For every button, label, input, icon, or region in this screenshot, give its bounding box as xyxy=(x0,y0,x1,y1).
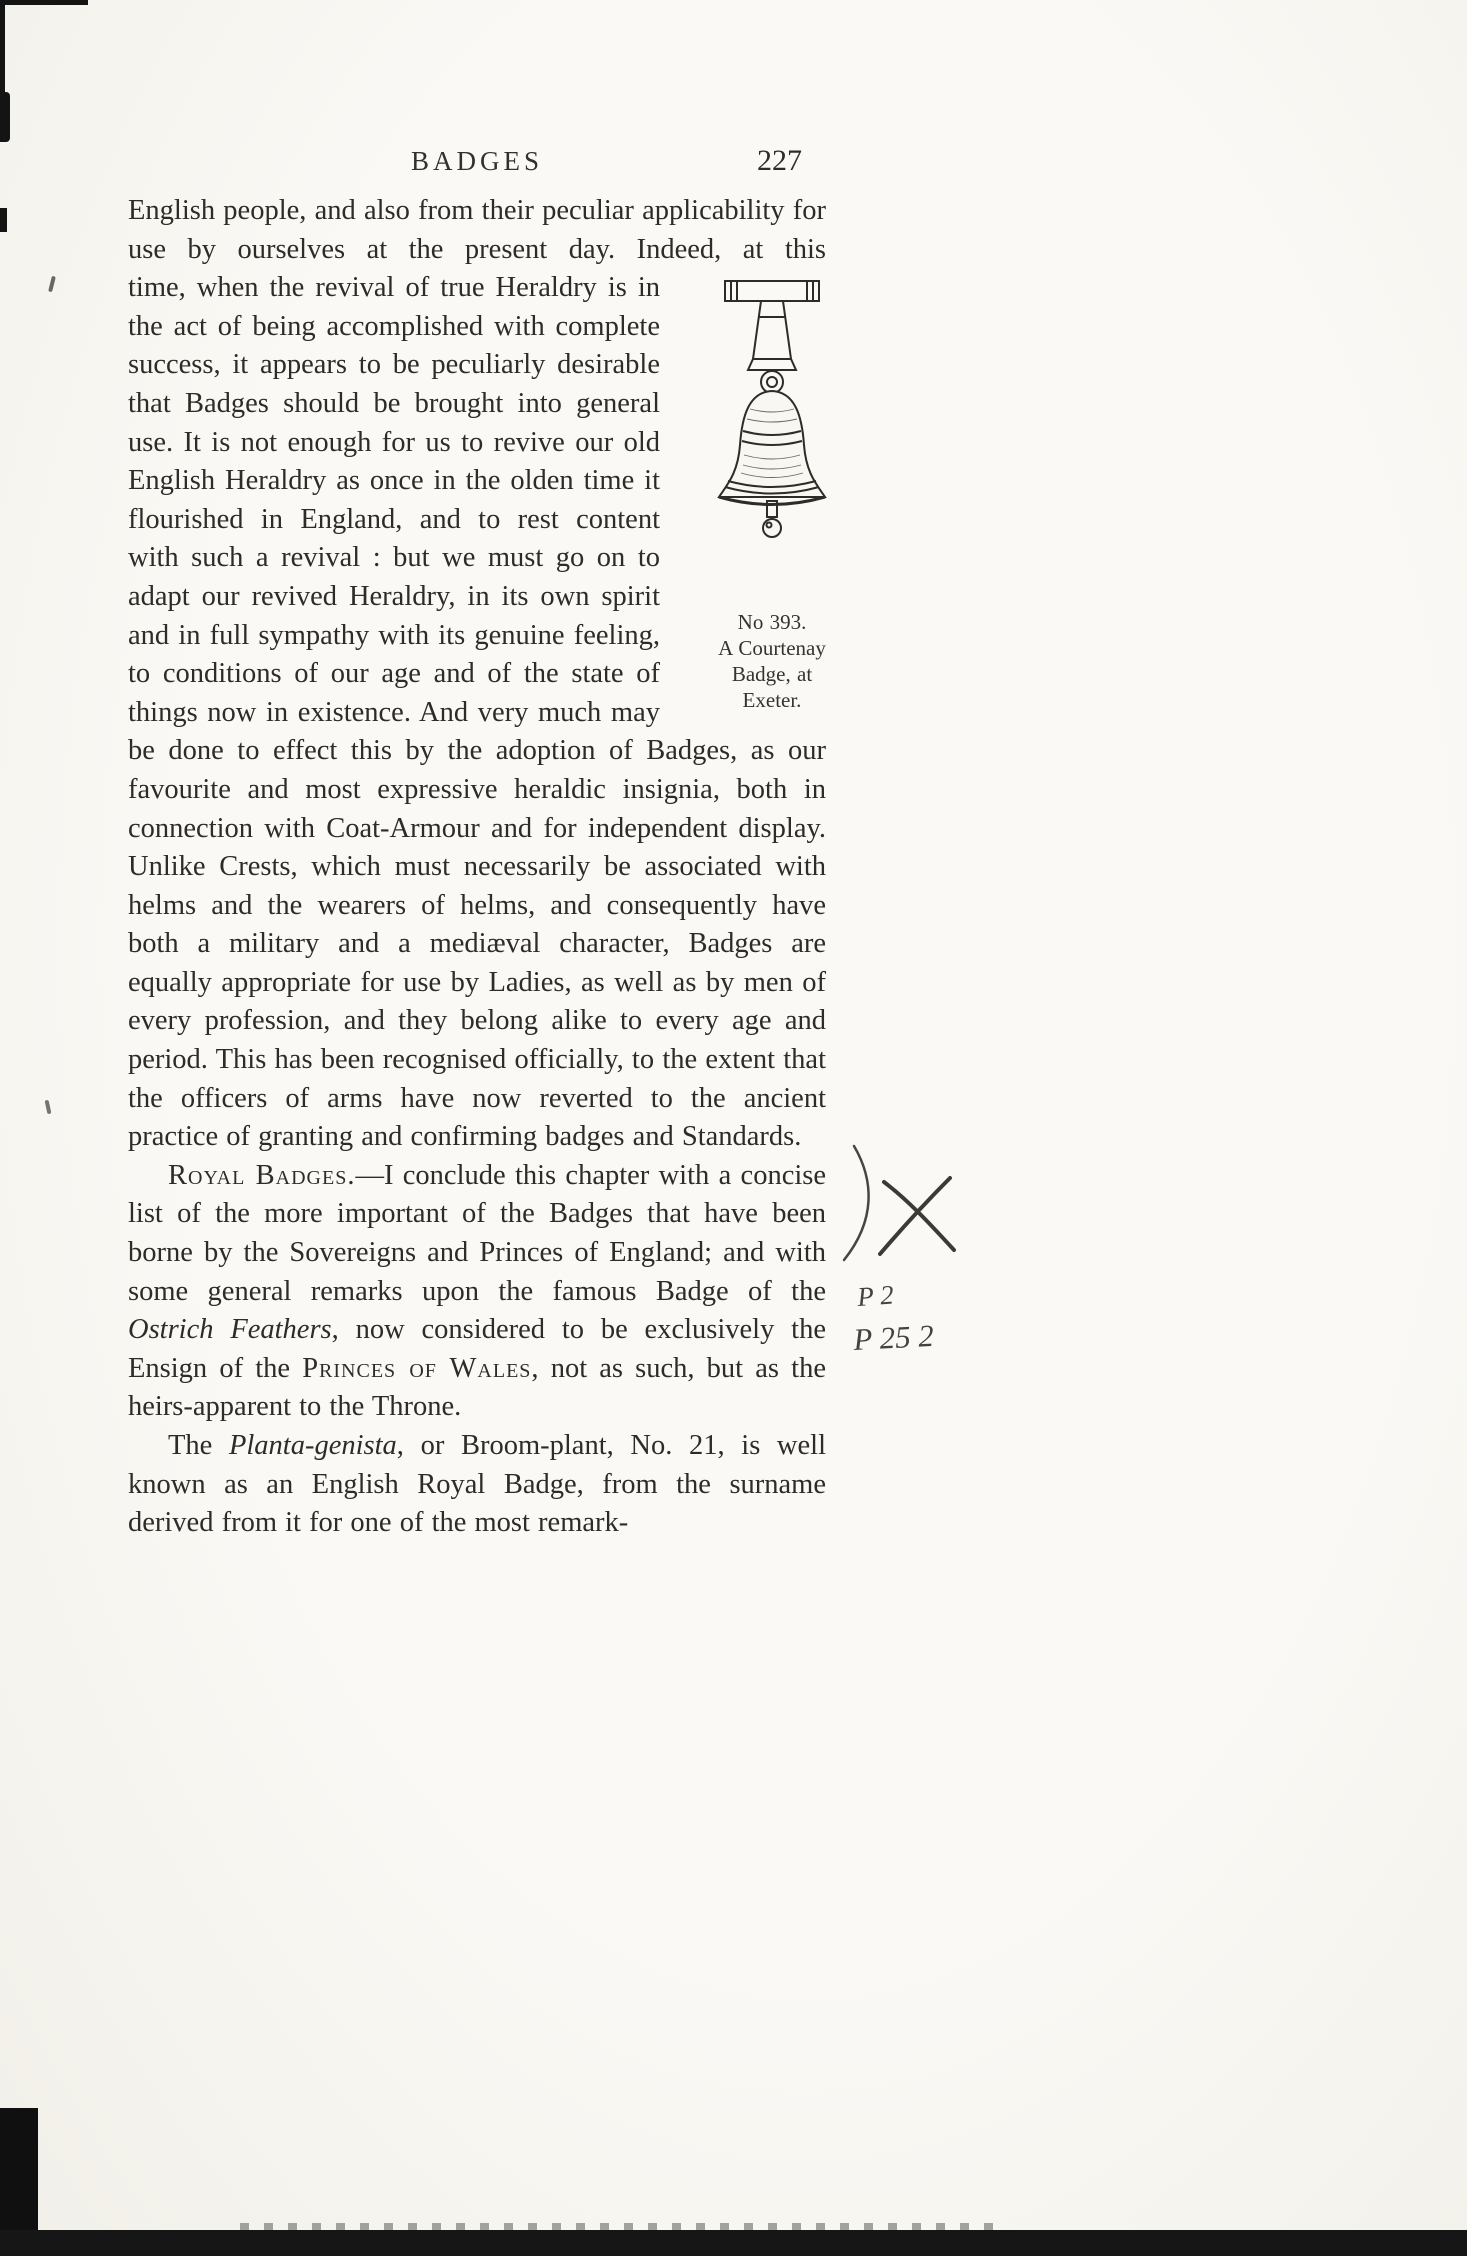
handwritten-note-2: P 25 2 xyxy=(852,1317,935,1357)
margin-annotations xyxy=(828,1138,1018,1388)
scan-artifact-bottom-dots xyxy=(240,2223,1000,2230)
handwritten-bracket xyxy=(844,1146,869,1260)
text-run: —I conclude this chapter with a concise list of the more important of the Badges that have been borne by the Sovereigns and Princes of England; and with some general remarks upon the famous Badge of the xyxy=(128,1159,826,1307)
text-run: time, when the revival of true Heraldry is in the act of being accomplished with complete success, it appears to be peculiarly desirable that Badges should be brought into general use. It is not enough for us to revive our old English Heraldry as once in the olden time it flourished in England, and to rest content with such a revival : but we must go on to adapt our revived Heraldry, in its own spirit and in full sympathy with its genuine feeling, to conditions of our age and of the state of things now in existence. And very much may be done to effect this by the adoption of Badges, as our favourite and most expressive heraldic insignia, both in connection with Coat-Armour and for independent display. Unlike Crests, which must necessarily be associated with helms and the wearers of helms, and consequently have both a military and a mediæval character, Badges are equally appropriate for use by Ladies, as well as by men of every profession, and they belong alike to every age and period. This has been recognised officially, to the extent that the officers of arms have now reverted to the ancient practice of granting and confirming badges and Standards. xyxy=(128,272,826,1153)
scan-artifact-top-edge xyxy=(0,0,88,5)
figure-caption-line: No 393. xyxy=(737,610,807,635)
figure-caption-line: A Courtenay xyxy=(718,636,826,661)
handwritten-note-1: P 2 xyxy=(856,1279,895,1312)
text-run: , now considered to be exclusively the Ensign of the xyxy=(128,1314,827,1384)
figure-caption xyxy=(678,609,866,713)
text-column xyxy=(128,146,826,1543)
figure-caption-line: Exeter. xyxy=(742,688,802,713)
page-header xyxy=(128,146,826,192)
scan-artifact-speck xyxy=(45,1100,52,1115)
italic-run: Ostrich Feathers xyxy=(128,1314,332,1346)
paragraph-2 xyxy=(128,1157,826,1427)
text-run: English people, and also from their peculiar applicability for use by ourselves at the present day. Indeed, at this xyxy=(128,195,826,265)
scan-artifact-speck xyxy=(48,276,56,292)
italic-run: Planta-genista xyxy=(228,1430,397,1461)
scan-artifact-left-tick xyxy=(0,208,7,232)
figure-caption-line: Badge, at xyxy=(731,662,813,687)
paragraph-1-intro xyxy=(128,192,826,269)
text-run: , not as such, but as the heirs-apparent to the Throne. xyxy=(128,1352,826,1423)
smallcaps-run: Princes of Wales xyxy=(302,1352,532,1384)
text-run: , or Broom-plant, No. 21, is well known as an English Royal Badge, from the surname derived from it for one of the most remark- xyxy=(128,1430,827,1539)
smallcaps-run: Royal Badges. xyxy=(168,1159,356,1191)
page-number: 227 xyxy=(757,144,802,177)
handwritten-x-mark xyxy=(880,1178,954,1254)
paragraph-1-wrapped xyxy=(128,269,826,1157)
text-run: The xyxy=(168,1430,229,1461)
bell-figure xyxy=(678,273,866,713)
running-title: BADGES xyxy=(410,146,544,176)
scan-artifact-bottom-bar xyxy=(0,2230,1467,2256)
bell-illustration xyxy=(697,273,847,603)
paragraph-3 xyxy=(128,1427,826,1543)
scan-artifact-left-blob xyxy=(0,92,10,142)
